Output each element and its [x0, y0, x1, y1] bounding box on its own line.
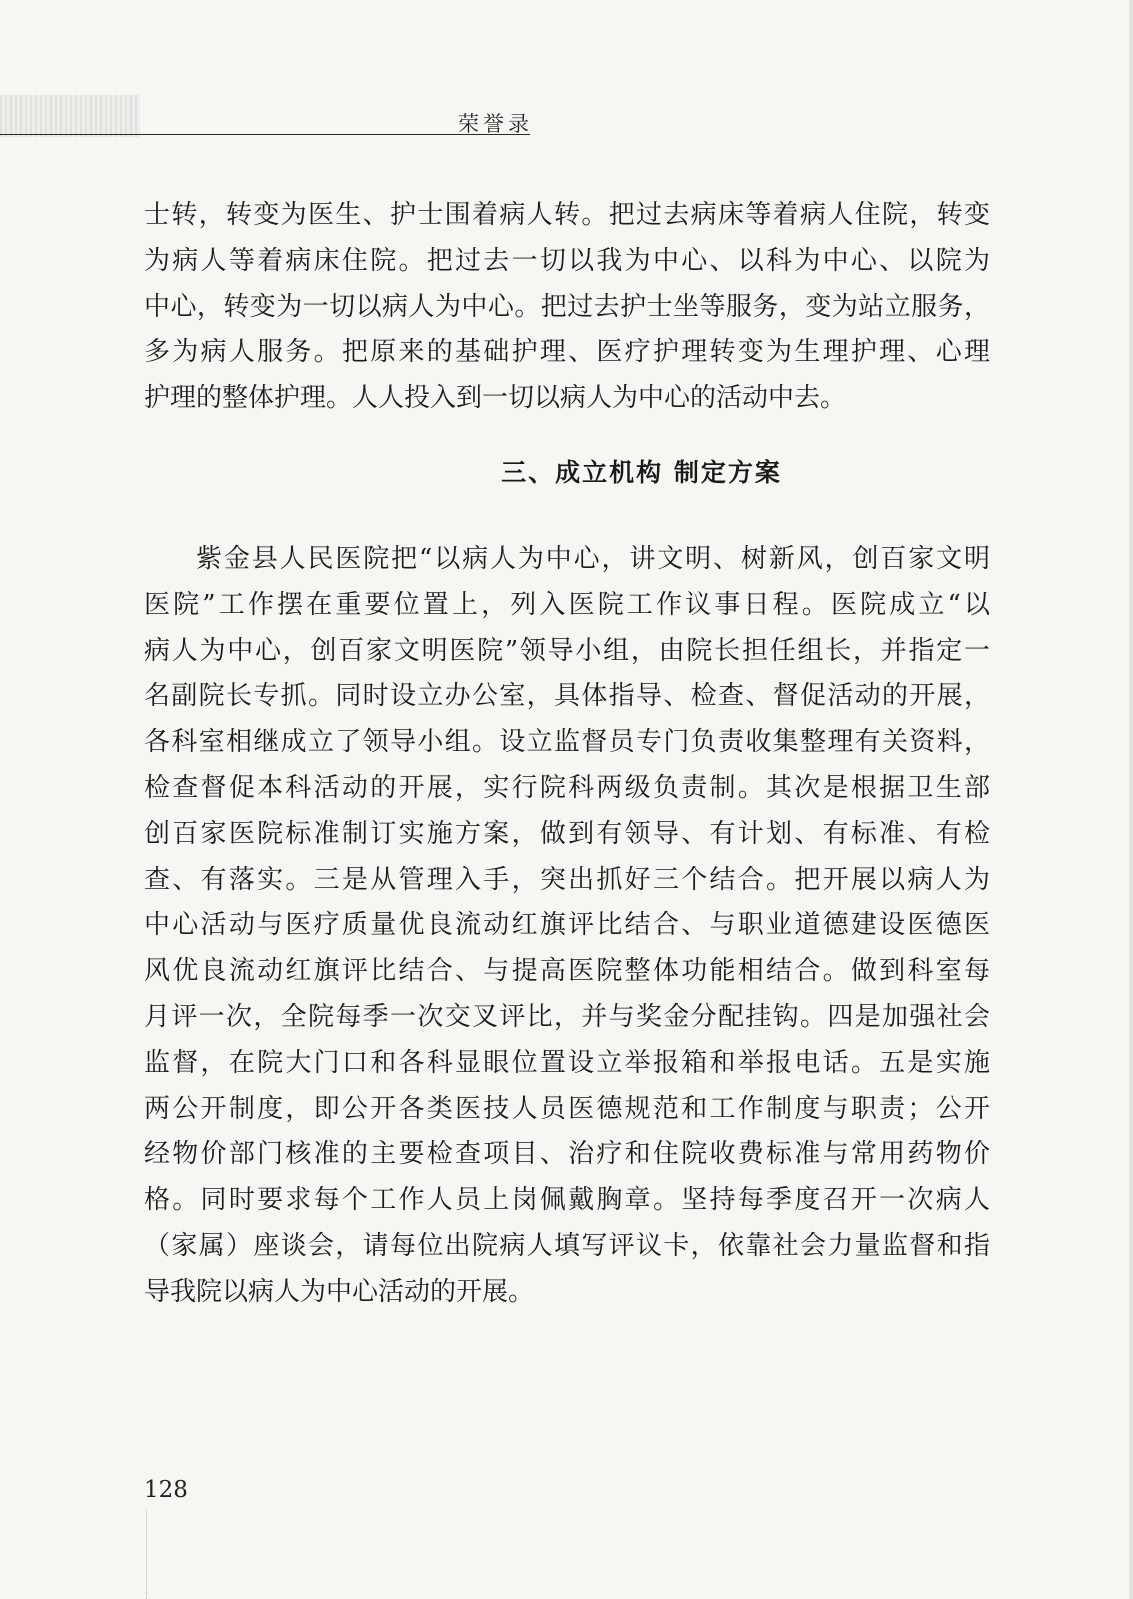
text-line: 风优良流动红旗评比结合、与提高医院整体功能相结合。做到科室每	[144, 956, 990, 987]
page-edge	[1129, 0, 1133, 1599]
text-line: 多为病人服务。把原来的基础护理、医疗护理转变为生理护理、心理	[144, 337, 990, 368]
text-line: 为病人等着病床住院。把过去一切以我为中心、以科为中心、以院为	[144, 245, 990, 276]
text-line: 格。同时要求每个工作人员上岗佩戴胸章。坚持每季度召开一次病人	[144, 1185, 990, 1216]
paragraph-1	[144, 193, 990, 422]
text-line: 中心活动与医疗质量优良流动红旗评比结合、与职业道德建设医德医	[144, 910, 990, 941]
paragraph-2	[144, 537, 990, 1316]
text-line: 创百家医院标准制订实施方案，做到有领导、有计划、有标准、有检	[144, 818, 990, 849]
text-line: 护理的整体护理。人人投入到一切以病人为中心的活动中去。	[144, 383, 847, 414]
page-number: 128	[144, 1477, 188, 1503]
text-line: 名副院长专抓。同时设立办公室，具体指导、检查、督促活动的开展，	[144, 681, 990, 712]
text-line: （家属）座谈会，请每位出院病人填写评议卡，依靠社会力量监督和指	[144, 1230, 990, 1261]
text-line: 士转，转变为医生、护士围着病人转。把过去病床等着病人住院，转变	[144, 200, 990, 230]
text-line: 病人为中心，创百家文明医院”领导小组，由院长担任组长，并指定一	[144, 635, 990, 666]
section-heading-container	[0, 453, 1133, 489]
section-heading: 三、成立机构 制定方案	[501, 458, 782, 487]
text-line: 中心，转变为一切以病人为中心。把过去护士坐等服务，变为站立服务，	[144, 291, 990, 322]
scan-margin-mark	[146, 1510, 147, 1599]
text-line: 查、有落实。三是从管理入手，突出抓好三个结合。把开展以病人为	[144, 864, 990, 895]
text-line: 月评一次，全院每季一次交叉评比，并与奖金分配挂钩。四是加强社会	[144, 1001, 990, 1032]
running-head: 荣誉录	[458, 112, 533, 136]
header-rule	[0, 134, 530, 135]
text-line: 各科室相继成立了领导小组。设立监督员专门负责收集整理有关资料，	[144, 727, 990, 758]
scan-shadow	[0, 95, 140, 137]
text-line: 两公开制度，即公开各类医技人员医德规范和工作制度与职责；公开	[144, 1093, 990, 1124]
text-line: 监督，在院大门口和各科显眼位置设立举报箱和举报电话。五是实施	[144, 1047, 990, 1078]
text-line: 医院”工作摆在重要位置上，列入医院工作议事日程。医院成立“以	[144, 589, 990, 620]
text-line: 导我院以病人为中心活动的开展。	[144, 1276, 535, 1307]
text-line: 检查督促本科活动的开展，实行院科两级负责制。其次是根据卫生部	[144, 772, 990, 803]
text-line: 紫金县人民医院把“以病人为中心，讲文明、树新风，创百家文明	[196, 544, 990, 574]
text-line: 经物价部门核准的主要检查项目、治疗和住院收费标准与常用药物价	[144, 1139, 990, 1170]
